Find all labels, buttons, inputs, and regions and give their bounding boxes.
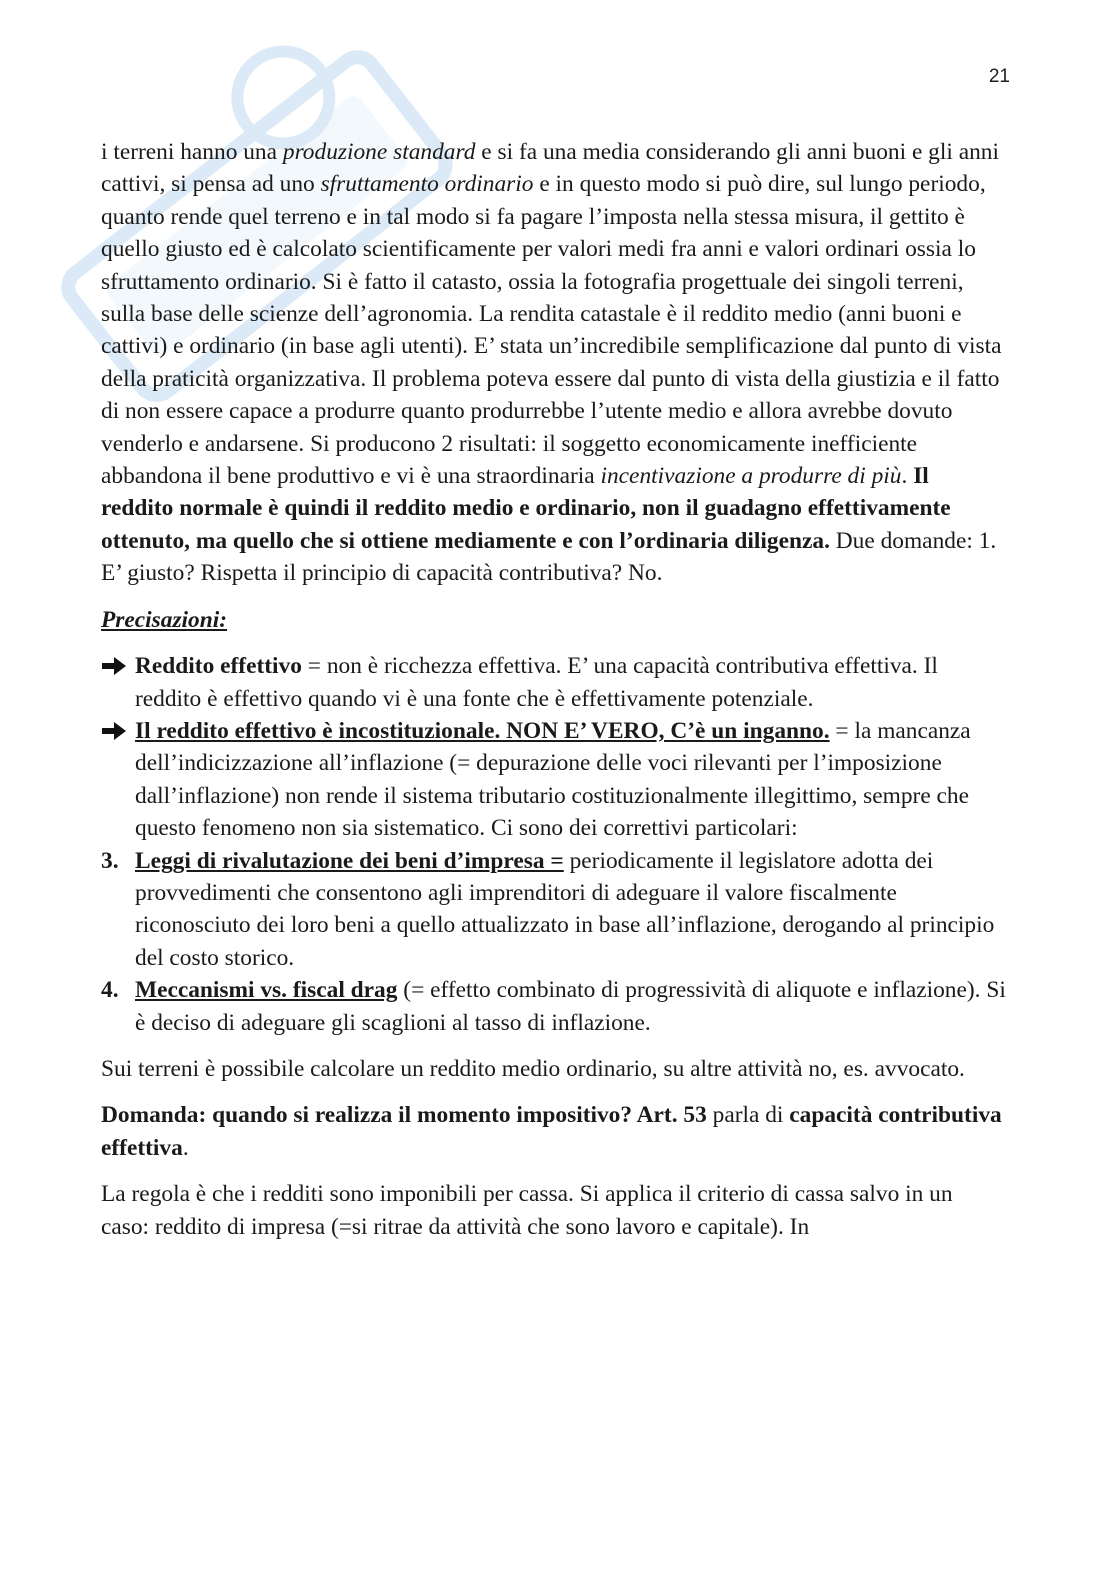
bullet-title: Il reddito effettivo è incostituzionale. NON E’ VERO, C’è un inganno.: [135, 717, 830, 744]
page-number: 21: [988, 66, 1010, 87]
list-item: [101, 650, 1006, 715]
italic-term: produzione standard: [282, 139, 476, 165]
item-text: periodicamente il legislatore adotta dei provvedimenti che consentono agli imprenditori di adeguare il valore fiscalmente riconosciuto dei loro beni a quello attualizzato in base all’inflazione, derogando al principio del costo storico.: [135, 847, 995, 971]
arrow-right-icon: [101, 720, 127, 742]
italic-term: sfruttamento ordinario: [320, 171, 534, 198]
text-run: Due domande: 1. E’ giusto? Rispetta il principio di capacità contributiva? No.: [101, 527, 997, 587]
bold-term: capacità contributiva effettiva: [101, 1102, 1002, 1161]
item-title: Meccanismi vs. fiscal drag: [135, 977, 398, 1004]
text-run: i terreni hanno una: [101, 139, 283, 165]
text-run: .: [182, 1134, 189, 1161]
italic-term: incentivazione a produrre di più: [600, 463, 902, 490]
paragraph-domanda: [101, 1099, 1006, 1164]
list-item: [101, 974, 1006, 1039]
paragraph-terreni: [101, 136, 1006, 590]
item-text: (= effetto combinato di progressività di aliquote e inflazione). Si è deciso di adeguare gli scaglioni al tasso di inflazione.: [135, 977, 1006, 1036]
list-number: 4.: [101, 977, 119, 1004]
heading-precisazioni: Precisazioni:: [101, 606, 228, 633]
list-number: 3.: [101, 847, 119, 874]
text-run: e si fa una media considerando gli anni buoni e gli anni cattivi, si pensa ad uno: [101, 139, 999, 198]
bold-question: Domanda: quando si realizza il momento impositivo? Art. 53: [101, 1102, 707, 1129]
bullet-text: = la mancanza dell’indicizzazione all’inflazione (= depurazione delle voci rilevanti per l’imposizione dall’inflazione) non rende il sistema tributario costituzionalmente illegittimo, sempre che questo fenomeno non sia sistematico. Ci sono dei correttivi particolari:: [135, 717, 971, 842]
list-item: [101, 845, 1006, 975]
text-run: .: [901, 463, 914, 490]
numbered-list: [101, 845, 1006, 1039]
document-body: [101, 136, 1006, 1243]
item-title: Leggi di rivalutazione dei beni d’impresa =: [135, 847, 564, 874]
paragraph-regola-cassa: La regola è che i redditi sono imponibili per cassa. Si applica il criterio di cassa salvo in un caso: reddito di impresa (=si ritrae da attività che sono lavoro e capitale). In: [101, 1181, 953, 1240]
bold-statement: Il reddito normale è quindi il reddito medio e ordinario, non il guadagno effettivamente ottenuto, ma quello che si ottiene mediamente e con l’ordinaria diligenza.: [101, 463, 951, 554]
arrow-right-icon: [101, 655, 127, 677]
paragraph-terreni-reddito: Sui terreni è possibile calcolare un reddito medio ordinario, su altre attività no, es. avvocato.: [101, 1055, 965, 1082]
bullet-title: Reddito effettivo: [135, 653, 302, 680]
text-run: parla di: [706, 1102, 790, 1129]
text-run: e in questo modo si può dire, sul lungo periodo, quanto rende quel terreno e in tal modo si fa pagare l’imposta nella stessa misura, il gettito è quello giusto ed è calcolato scientificamente per valori medi fra anni e valori ordinari ossia lo sfruttamento ordinario. Si è fatto il catasto, ossia la fotografia progettuale dei singoli terreni, sulla base delle scienze dell’agronomia. La rendita catastale è il reddito medio (anni buoni e cattivi) e ordinario (in base agli utenti). E’ stata un’incredibile semplificazione dal punto di vista della praticità organizzativa. Il problema poteva essere dal punto di vista della giustizia e il fatto di non essere capace a produrre quanto produrrebbe l’utente medio e allora avrebbe dovuto venderlo e andarsene. Si producono 2 risultati: il soggetto economicamente inefficiente abbandona il bene produttivo e vi è una straordinaria: [101, 171, 1002, 490]
list-item: [101, 715, 1006, 845]
arrow-list: [101, 650, 1006, 844]
bullet-text: = non è ricchezza effettiva. E’ una capacità contributiva effettiva. Il reddito è effettivo quando vi è una fonte che è effettivamente potenziale.: [135, 653, 938, 712]
